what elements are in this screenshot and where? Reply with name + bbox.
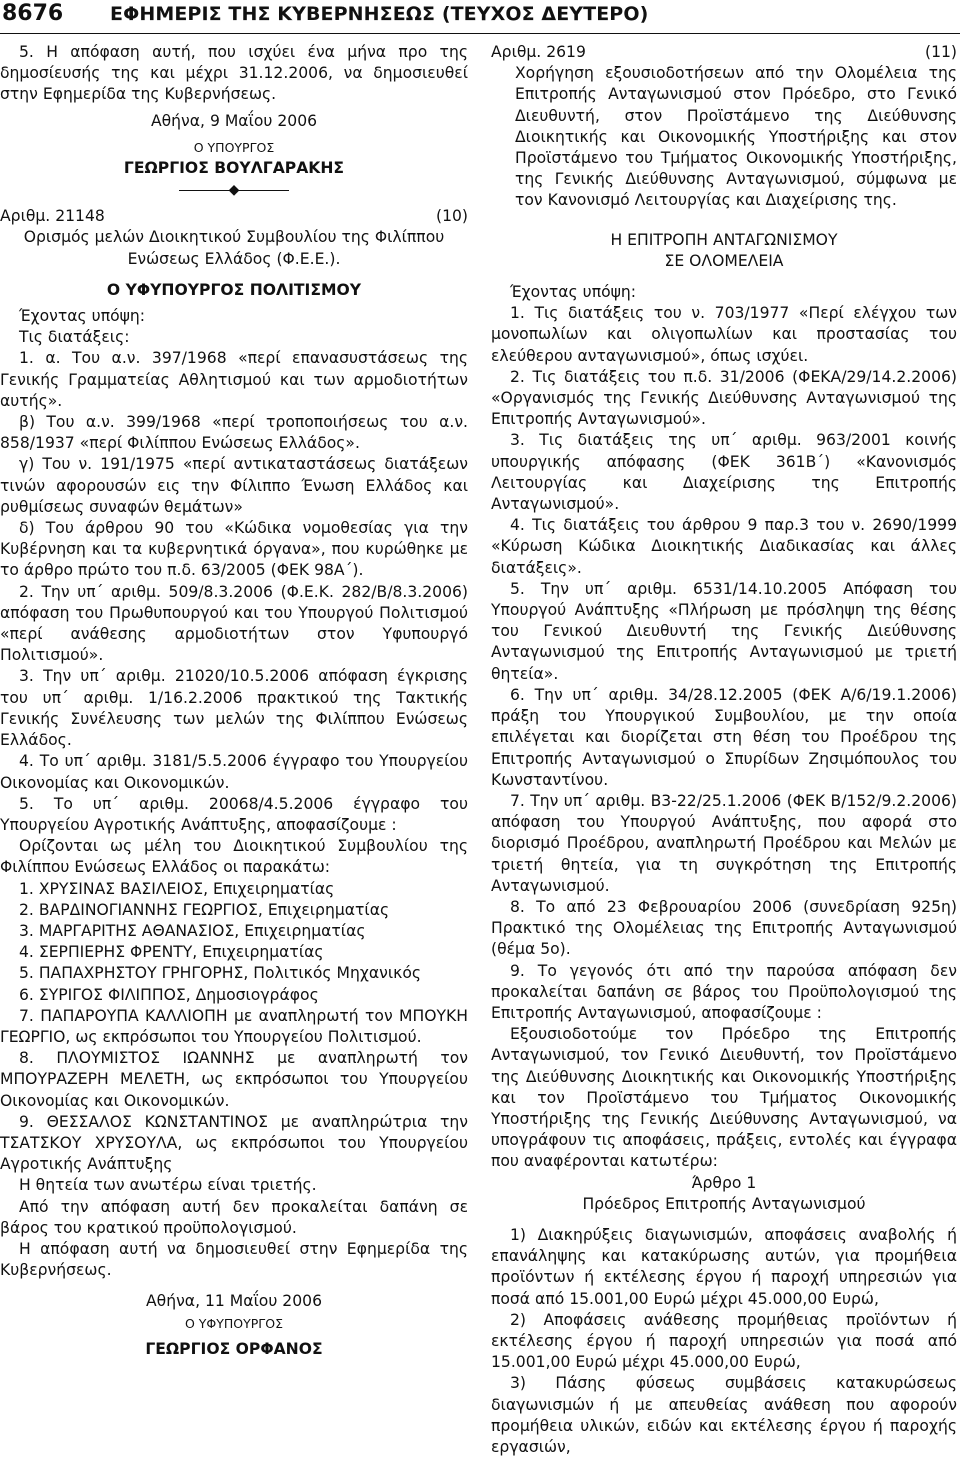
article-item: 2) Αποφάσεις ανάθεσης προμήθειας προϊόντων ή εκτέλεσης έργου ή παροχή υπηρεσιών για ποσά από 15.001,00 Ευρώ μέχρι 45.000,00 Ευρώ, (491, 1310, 957, 1372)
page-number: 8676 (2, 1, 64, 26)
member-item: 9. ΘΕΣΣΑΛΟΣ ΚΩΝΣΤΑΝΤΙΝΟΣ με αναπληρώτρια την ΤΣΑΤΣΚΟΥ ΧΡΥΣΟΥΛΑ, ως εκπρόσωποι του Υπουργείου Αγροτικής Ανάπτυξης (0, 1112, 468, 1174)
legal-item: 6. Την υπ΄ αριθμ. 34/28.12.2005 (ΦΕΚ Α/6/19.1.2006) πράξη του Υπουργικού Συμβουλίου, με την οποία επιλέγεται και διορίζεται στη θέση του Προέδρου της Επιτροπής Ανταγωνισμού ο Σπυρίδων Ζησιμόπουλος του Κωνσταντίνου. (491, 685, 957, 789)
signer-title-2: Ο ΥΦΥΠΟΥΡΓΟΣ (184, 1315, 284, 1331)
decision-number-2: Αριθμ. 2619 (491, 43, 586, 61)
member-item: 7. ΠΑΠΑΡΟΥΠΑ ΚΑΛΛΙΟΠΗ με αναπληρωτή τον ΜΠΟΥΚΗ ΓΕΩΡΓΙΟ, ως εκπρόσωποι του Υπουργείου Πολιτισμού. (0, 1006, 468, 1046)
closing-paragraph: 5. Η απόφαση αυτή, που ισχύει ένα μήνα προ της δημοσίευσής της και μέχρι 31.12.2006, να δημοσιευθεί στην Εφημερίδα της Κυβερνήσεως. (0, 43, 468, 104)
member-item: 5. ΠΑΠΑΧΡΗΣΤΟΥ ΓΡΗΓΟΡΗΣ, Πολιτικός Μηχανικός (19, 964, 422, 983)
signer-name-2: ΓΕΩΡΓΙΟΣ ΟΡΦΑΝΟΣ (145, 1339, 323, 1358)
left-column (0, 42, 468, 1360)
member-item: 8. ΠΛΟΥΜΙΣΤΟΣ ΙΩΑΝΝΗΣ με αναπληρωτή τον ΜΠΟΥΡΑΖΕΡΗ ΜΕΛΕΤΗ, ως εκπρόσωποι του Υπουργείου Οικονομίας και Οικονομικών. (0, 1049, 468, 1110)
decision-number: Αριθμ. 21148 (0, 207, 105, 226)
decision-header (0, 206, 468, 227)
member-item: 1. ΧΡΥΣΙΝΑΣ ΒΑΣΙΛΕΙΟΣ, Επιχειρηματίας (19, 879, 335, 898)
term-note: Η θητεία των ανωτέρω είναι τριετής. (19, 1176, 317, 1195)
cost-note: Από την απόφαση αυτή δεν προκαλείται δαπάνη σε βάρος του κρατικού προϋπολογισμού. (0, 1197, 468, 1237)
legal-item: δ) Του άρθρου 90 του «Κώδικα νομοθεσίας για την Κυβέρνηση και τα κυβερνητικά όργανα», που κυρώθηκε με το άρθρο πρώτο του π.δ. 63/2005 (ΦΕΚ 98Α΄). (0, 519, 468, 580)
authority-heading: Ο ΥΦΥΠΟΥΡΓΟΣ ΠΟΛΙΤΙΣΜΟΥ (106, 280, 362, 299)
legal-item: β) Του α.ν. 399/1968 «περί τροποποιήσεως του α.ν. 858/1937 «περί Φιλίππου Ενώσεως Ελλάδος». (0, 413, 468, 453)
authority-heading-1: Η ΕΠΙΤΡΟΠΗ ΑΝΤΑΓΩΝΙΣΜΟΥ (610, 230, 838, 249)
page-header (0, 0, 960, 34)
legal-item: 4. Τις διατάξεις του άρθρου 9 παρ.3 του ν. 2690/1999 «Κύρωση Κώδικα Διοικητικής Διαδικασίας και άλλες διατάξεις». (491, 516, 957, 577)
right-column (491, 42, 957, 1458)
decision-subject: Ορισμός μελών Διοικητικού Συμβουλίου της Φιλίππου Ενώσεως Ελλάδος (Φ.Ε.Ε.). (23, 228, 445, 268)
article-heading: Άρθρο 1 (691, 1173, 757, 1192)
legal-item: 7. Την υπ΄ αριθμ. Β3-22/25.1.2006 (ΦΕΚ Β/152/9.2.2006) απόφαση του Υπουργού Ανάπτυξης, που αφορά στο διορισμό Προέδρου, αναπληρωτή Προέδρου και Μελών με τριετή θητεία, για τη συγκρότηση της Επιτροπής Ανταγωνισμού. (491, 791, 957, 895)
legal-item: 1. α. Του α.ν. 397/1968 «περί επανασυστάσεως της Γενικής Γραμματείας Αθλητισμού και των αρμοδιοτήτων αυτής». (0, 349, 468, 410)
considering-label-2: Έχοντας υπόψη: (510, 283, 637, 302)
member-item: 6. ΣΥΡΙΓΟΣ ΦΙΛΙΠΠΟΣ, Δημοσιογράφος (19, 985, 319, 1004)
member-item: 3. ΜΑΡΓΑΡΙΤΗΣ ΑΘΑΝΑΣΙΟΣ, Επιχειρηματίας (19, 921, 366, 940)
legal-item: 5. Το υπ΄ αριθμ. 20068/4.5.2006 έγγραφο του Υπουργείου Αγροτικής Ανάπτυξης, αποφασίζουμε : (0, 794, 468, 834)
article-item: 3) Πάσης φύσεως συμβάσεις κατακυρώσεως διαγωνισμών ή με απευθείας ανάθεση που αφορούν προμήθεια υλικών, ειδών και εκτέλεσης έργου ή παροχής εργασιών, (491, 1374, 957, 1456)
legal-item: 4. Το υπ΄ αριθμ. 3181/5.5.2006 έγγραφο του Υπουργείου Οικονομίας και Οικονομικών. (0, 752, 468, 792)
legal-item: 3. Τις διατάξεις της υπ΄ αριθμ. 963/2001 κοινής υπουργικής απόφασης (ΦΕΚ 361Β΄) «Κανονισμός Λειτουργίας και Διαχείρισης της Επιτροπής Ανταγωνισμού». (491, 431, 957, 514)
place-date-2: Αθήνα, 11 Μαΐου 2006 (145, 1292, 322, 1311)
members-intro: Ορίζονται ως μέλη του Διοικητικού Συμβουλίου της Φιλίππου Ενώσεως Ελλάδος οι παρακάτω: (0, 837, 468, 877)
article-item: 1) Διακηρύξεις διαγωνισμών, αποφάσεις αναβολής ή επανάληψης και κατακύρωσης αυτών, για προμήθεια προϊόντων ή εκτέλεσης έργου ή παροχή υπηρεσιών για ποσά από 15.001,00 Ευρώ μέχρι 45.000,00 Ευρώ, (491, 1225, 957, 1308)
diamond-icon: ◆ (228, 182, 240, 199)
decision-subject-2: Χορήγηση εξουσιοδοτήσεων από την Ολομέλεια της Επιτροπής Ανταγωνισμού στον Πρόεδρο, στο Γενικό Διευθυντή, στον Προϊστάμενο της Διεύθυνσης Διοικητικής και Οικονομικής Υποστήριξης και στον Προϊστάμενο του Τμήματος Οικονομικής Υποστήριξης, της Γενικής Διεύθυνσης Ανταγωνισμού, σύμφωνα με τον Κανονισμό Λειτουργίας και Διαχείρισης της. (515, 64, 957, 210)
gazette-title: ΕΦΗΜΕΡΙΣ ΤΗΣ ΚΥΒΕΡΝΗΣΕΩΣ (ΤΕΥΧΟΣ ΔΕΥΤΕΡΟ) (110, 3, 649, 25)
legal-item: 3. Την υπ΄ αριθμ. 21020/10.5.2006 απόφαση έγκρισης του υπ΄ αριθμ. 1/16.2.2006 πρακτικού της Τακτικής Γενικής Συνέλευσης των μελών της Φιλίππου Ενώσεως Ελλάδος. (0, 667, 468, 750)
legal-item: 8. Το από 23 Φεβρουαρίου 2006 (συνεδρίαση 925η) Πρακτικό της Ολομέλειας της Επιτροπής Ανταγωνισμού (θέμα 5ο). (491, 897, 957, 959)
legal-item: 2. Τις διατάξεις του π.δ. 31/2006 (ΦΕΚΑ/29/14.2.2006) «Οργανισμός της Γενικής Διεύθυνσης Ανταγωνισμού της Επιτροπής Ανταγωνισμού». (491, 367, 957, 429)
signer-name: ΓΕΩΡΓΙΟΣ ΒΟΥΛΓΑΡΑΚΗΣ (123, 159, 345, 178)
publish-note: Η απόφαση αυτή να δημοσιευθεί στην Εφημερίδα της Κυβερνήσεως. (0, 1239, 468, 1280)
decision-tag: (10) (435, 207, 468, 226)
header-rule (0, 33, 960, 34)
legal-item: 1. Τις διατάξεις του ν. 703/1977 «Περί ελέγχου των μονοπωλίων και ολιγοπωλίων και προστασίας του ελεύθερου ανταγωνισμού», όπως ισχύει. (491, 304, 957, 365)
legal-item: 9. Το γεγονός ότι από την παρούσα απόφαση δεν προκαλείται δαπάνη σε βάρος του Προϋπολογισμού της Επιτροπής Ανταγωνισμού, αποφασίζουμε : (491, 961, 957, 1022)
decision-tag-2: (11) (924, 43, 957, 61)
signer-title: Ο ΥΠΟΥΡΓΟΣ (193, 139, 275, 155)
legal-item: 2. Την υπ΄ αριθμ. 509/8.3.2006 (Φ.Ε.Κ. 282/Β/8.3.2006) απόφαση του Πρωθυπουργού και του Υπουργού Πολιτισμού «περί ανάθεσης αρμοδιοτήτων στον Υφυπουργό Πολιτισμού». (0, 582, 468, 665)
decision-header-2 (491, 42, 957, 63)
place-date: Αθήνα, 9 Μαΐου 2006 (150, 111, 318, 130)
considering-label: Έχοντας υπόψη: (19, 307, 146, 326)
decision-separator (0, 179, 468, 201)
member-item: 4. ΣΕΡΠΙΕΡΗΣ ΦΡΕΝΤΥ, Επιχειρηματίας (19, 943, 324, 962)
authorization-paragraph: Εξουσιοδοτούμε τον Πρόεδρο της Επιτροπής Ανταγωνισμού, τον Γενικό Διευθυντή, τον Προϊστάμενο της Διεύθυνσης Διοικητικής και Οικονομικής Υποστήριξης και τον Προϊστάμενο του Τμήματος Οικονομικής Υποστήριξης της Γενικής Διεύθυνσης Ανταγωνισμού, να υπογράφουν τις αποφάσεις, πράξεις, εντολές και έγγραφα που αναφέρονται κατωτέρω: (491, 1025, 957, 1171)
provisions-label: Τις διατάξεις: (19, 328, 130, 347)
article-title: Πρόεδρος Επιτροπής Ανταγωνισμού (582, 1194, 866, 1213)
member-item: 2. ΒΑΡΔΙΝΟΓΙΑΝΝΗΣ ΓΕΩΡΓΙΟΣ, Επιχειρηματίας (19, 900, 390, 919)
authority-heading-2: ΣΕ ΟΛΟΜΕΛΕΙΑ (664, 251, 784, 270)
legal-item: 5. Την υπ΄ αριθμ. 6531/14.10.2005 Απόφαση του Υπουργού Ανάπτυξης «Πλήρωση με πρόσληψη της θέσης του Γενικού Διευθυντή της Γενικής Διεύθυνσης Ανταγωνισμού της Επιτροπής Ανταγωνισμού με τριετή θητεία». (491, 579, 957, 683)
legal-item: γ) Του ν. 191/1975 «περί αντικαταστάσεως διατάξεων τινών αφορουσών εις την Φίλιππο Ένωση Ελλάδος και ρυθμίσεως συναφών θεμάτων» (0, 455, 468, 516)
